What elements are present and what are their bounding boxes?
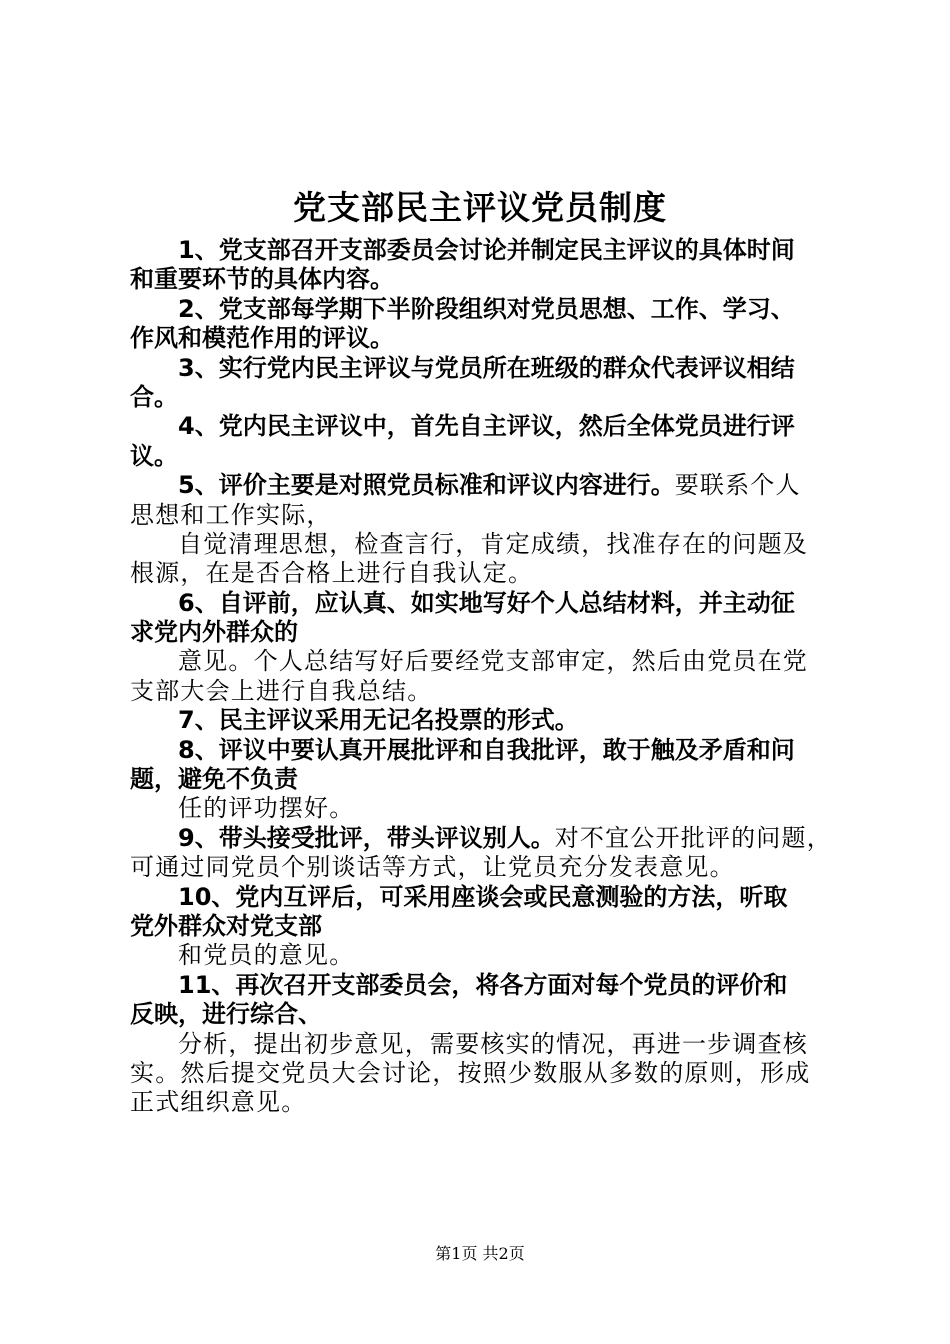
paragraph-line: 作风和模范作用的评议。	[130, 324, 394, 353]
line-segment-plain: 要联系个人	[674, 471, 801, 500]
paragraph-line: 2、党支部每学期下半阶段组织对党员思想、工作、学习、	[178, 294, 795, 323]
paragraph-line: 意见。个人总结写好后要经党支部审定，然后由党员在党	[178, 647, 808, 676]
paragraph-line: 可通过同党员个别谈话等方式，让党员充分发表意见。	[130, 853, 735, 882]
paragraph-line: 8、评议中要认真开展批评和自我批评，敢于触及矛盾和问	[178, 735, 795, 764]
paragraph-line: 7、民主评议采用无记名投票的形式。	[178, 706, 579, 735]
paragraph-line: 党外群众对党支部	[130, 911, 322, 940]
page-number-footer: 第1页 共2页	[435, 1244, 525, 1263]
paragraph-line	[130, 471, 846, 500]
paragraph-line: 11、再次召开支部委员会，将各方面对每个党员的评价和	[178, 970, 788, 999]
line-segment-plain: 对不宜公开批评的问题，	[554, 823, 832, 852]
paragraph-line: 3、实行党内民主评议与党员所在班级的群众代表评议相结	[178, 353, 795, 382]
paragraph-line: 任的评功摆好。	[178, 794, 355, 823]
paragraph-line: 合。	[130, 382, 178, 411]
paragraph-line: 自觉清理思想，检查言行，肯定成绩，找准存在的问题及	[178, 529, 808, 558]
paragraph-line: 求党内外群众的	[130, 618, 298, 647]
paragraph-line: 和重要环节的具体内容。	[130, 265, 394, 294]
paragraph-line: 1、党支部召开支部委员会讨论并制定民主评议的具体时间	[178, 236, 795, 264]
paragraph-line: 和党员的意见。	[178, 941, 355, 970]
paragraph-line	[130, 824, 846, 853]
line-segment-bold: 9、带头接受批评，带头评议别人。	[178, 823, 555, 852]
paragraph-line: 议。	[130, 441, 178, 470]
paragraph-line: 题，避免不负责	[130, 765, 298, 794]
line-segment-bold: 5、评价主要是对照党员标准和评议内容进行。	[178, 471, 675, 500]
paragraph-line: 4、党内民主评议中，首先自主评议，然后全体党员进行评	[178, 412, 795, 441]
paragraph-line: 思想和工作实际，	[130, 500, 332, 529]
paragraph-line: 根源，在是否合格上进行自我认定。	[130, 559, 534, 588]
document-body	[130, 236, 846, 1118]
paragraph-line: 支部大会上进行自我总结。	[130, 676, 433, 705]
paragraph-line: 反映，进行综合、	[130, 1000, 322, 1029]
paragraph-line: 6、自评前，应认真、如实地写好个人总结材料，并主动征	[178, 588, 795, 617]
paragraph-line: 实。然后提交党员大会讨论，按照少数服从多数的原则，形成	[130, 1058, 811, 1087]
paragraph-line: 正式组织意见。	[130, 1088, 307, 1117]
paragraph-line: 分析，提出初步意见，需要核实的情况，再进一步调查核	[178, 1029, 808, 1058]
paragraph-line: 10、党内互评后，可采用座谈会或民意测验的方法，听取	[178, 882, 788, 911]
document-title: 党支部民主评议党员制度	[293, 188, 667, 227]
